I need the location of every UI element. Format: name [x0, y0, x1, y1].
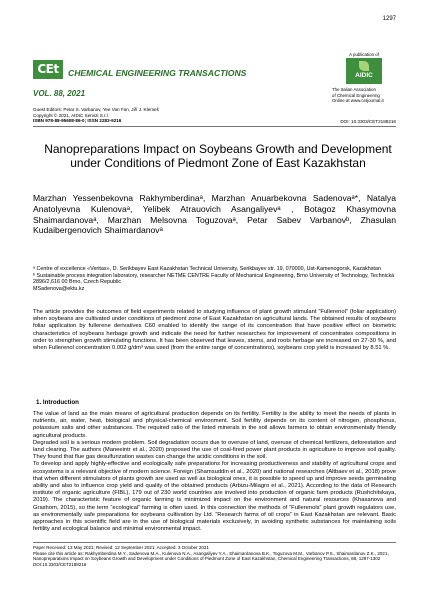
page-number: 1297	[382, 16, 396, 22]
publication-info	[33, 107, 159, 124]
affiliations	[33, 266, 396, 292]
doi[interactable]: DOI: 10.3303/CET2188216	[340, 119, 396, 124]
publisher-block	[332, 52, 396, 103]
affiliation-a: ᵃ Centre of excellence «Veritas», D. Serikbayev East Kazakhstan Technical University, Serikbayev str. 19, 070000, Ust-Kamenogorsk, Kazakhstan	[33, 266, 381, 272]
intro-paragraph: The value of land as the main means of agricultural production depends on its fertility. Fertility is the ability to meet the needs of plants in nutrients, air, water, heat, biological and physical-chemical environment. Soil fertility depends on its content of nitrogen, phosphorus, potassium salts and other substances. The required ratio of the listed minerals in the soil allows farmers to obtain environmentally friendly agricultural products.	[33, 411, 396, 439]
paper-title: Nanopreparations Impact on Soybeans Growth and Development under Conditions of Piedmont Zone of East Kazakhstan	[44, 142, 392, 171]
leaf-icon	[359, 61, 369, 71]
affiliation-b: ᵇ Sustainable process integration laboratory, researcher NETME CENTRE Faculty of Mechanical Engineering, Brno University of Technology, Technická 2896/2,616 00 Brno, Czech Republic	[33, 272, 395, 286]
header-divider	[33, 126, 396, 127]
corresponding-email[interactable]: MSadenova@ektu.kz	[33, 285, 85, 292]
abstract: The article provides the outcomes of field experiments related to studying influence of plant growth stimulant “Fullerenol” (foliar application) when soybeans are cultivated under conditions of piedmont zone of East Kazakhstan on agricultural lands. The obtained results of soybeans foliar application by fullerene derivatives C60 enabled to identify the range of its concentration that have positive effect on biometric characteristics of soybeans herbage growth and indicate the need for further researches for improvement of concentrates compositions in order to strengthen growth stimulating functions. It has been observed that leaves, stems, and roots herbage are increased on 27-30 %, and when Fullerenol concentration 0.002 g/dm³ was used (from the entire range of concentrations), soybeans crop yield is increased by 8.51 %.	[33, 309, 396, 352]
journal-title: CHEMICAL ENGINEERING TRANSACTIONS	[68, 68, 247, 78]
journal-logo: CEt	[33, 60, 63, 79]
aidic-logo-text: AIDIC	[355, 72, 373, 80]
introduction-body	[33, 411, 396, 533]
publisher-intro: A publication of	[349, 52, 379, 57]
volume-label: VOL. 88, 2021	[33, 89, 86, 98]
footer-divider	[33, 542, 396, 543]
citation: Please cite this article as: Rakhymberdina M.Y., Sadenova M.A., Kulenova N.A., Asangaliyev Y.A., Shaimardanova B.K., Toguzova M.M., Varbanov P.S., Shaimardanov Z.K., 2021, Nanopreparations Impact on Soybeans Growth and Development under Conditions of Piedmont Zone of East Kazakhstan, Chemical Engineering Transactions, 88, 1297-1302 DOI:10.3303/CET2188216	[33, 550, 389, 567]
author-list: Marzhan Yessenbekovna Rakhymberdinaᵃ, Marzhan Anuarbekovna Sadenovaᵃ*, Natalya Anatolyevna Kulenovaᵃ, Yelibek Atrauovich Asangaliyevᵃ , Botagoz Khasymovna Shaimardanovaᵃ, Marzhan Melsovna Toguzovaᵃ, Petar Sabev Varbanovᵇ, Zhasulan Kudaibergenovich Shaimardanovᵃ	[33, 193, 396, 236]
publisher-line: The Italian Association	[332, 87, 376, 93]
aidic-logo	[346, 58, 382, 84]
copyright: Copyright © 2021, AIDIC Servizi S.r.l.	[33, 112, 109, 118]
isbn-issn: ISBN 978-88-95608-86-0; ISSN 2283-9216	[33, 118, 122, 124]
paper-dates: Paper Received: 13 May 2021; Revised: 12 September 2021; Accepted: 3 October 2021	[33, 545, 209, 550]
publisher-line: of Chemical Engineering	[332, 92, 380, 98]
intro-paragraph: To develop and apply highly-effective and ecologically safe preparations for increasing productiveness and stability of agricultural crops and ecosystems is a relevant objective of modern science. Foreign (Shamsuddin et al., 2020) and national researches (Altbaev et al., 2018) prove that when different stimulators of plants growth are used as well as biological ones, it is possible to speed up and improve seeds germinating ability and also to influence crop yield and quality of the obtained products (Arbizu-Milagro et al., 2021). According to the data of Research institute of organic agriculture (FIBL), 179 out of 230 world countries are involved into production of organic farm products (Rushchitskaya, 2019). The characteristic feature of organic farming is minimized impact on the environment and natural resources (Khasanova and Grashom, 2015), so the term “ecological” farming is often used. In this connection the methods of “Fullerenols” plant growth regulators use, as environmentally safe preparations for soybeans cultivation by Ltd. “Research farms of oil crops” in East Kazakhstan are relevant. Basic approaches in this scientific field are in the use of biological materials exclusively, in avoiding synthetic substances for maintaining soils fertility and ecological balance and minimal environmental impact.	[33, 461, 396, 533]
section-heading: 1. Introduction	[36, 399, 79, 406]
publisher-website[interactable]: Online at www.cetjournal.it	[332, 97, 384, 103]
footer	[33, 545, 396, 567]
guest-editors: Guest Editors: Petar S. Varbanov, Yee Van Fan, Jiří J. Klemeš	[33, 107, 159, 112]
intro-paragraph: Degraded soil is a serious modern problem. Soil degradation occurs due to overuse of land, overuse of chemical fertilizers, deforestation and land clearing. The authors (Maneeintr et al., 2020) proposed the use of coal-fired power plant products in agriculture to improve soil quality. They found that flue gas desulfurization wastes can change the acidic conditions in the soil.	[33, 439, 396, 461]
